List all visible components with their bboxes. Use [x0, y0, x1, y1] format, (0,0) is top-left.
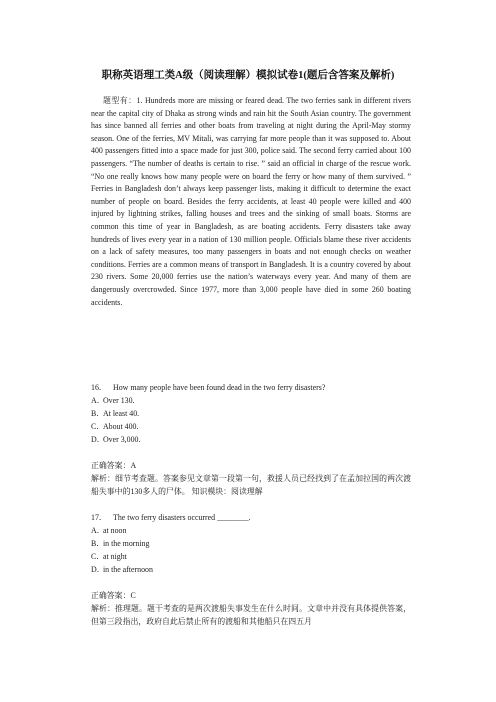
- option-d: [91, 434, 411, 447]
- option-d: [91, 564, 411, 577]
- option-letter: D．: [91, 435, 105, 444]
- option-letter: C．: [91, 552, 105, 561]
- explanation-16: 解析：细节考查题。答案参见文章第一段第一句，救援人员已经找到了在孟加拉国的两次渡船失事中的130多人的尸体。 知识模块：阅读理解: [91, 474, 411, 496]
- option-c: [91, 551, 411, 564]
- answer-blank: ________.: [217, 513, 251, 522]
- option-text: in the morning: [102, 539, 150, 548]
- explanation-17: 解析：推理题。题干考查的是两次渡船失事发生在什么时间。文章中并没有具体提供答案，但第三段指出，政府自此后禁止所有的渡船和其他船只在四五月: [91, 604, 411, 626]
- option-text: Over 130.: [102, 396, 135, 405]
- document-title: 职称英语理工类A级（阅读理解）模拟试卷1(题后含答案及解析): [101, 70, 395, 81]
- option-a: [91, 395, 411, 408]
- question-number: 16．: [91, 383, 107, 392]
- question-text: The two ferry disasters occurred: [113, 513, 216, 522]
- option-text: Over 3,000.: [102, 435, 141, 444]
- option-text: in the afternoon: [102, 565, 153, 574]
- option-letter: A．: [91, 526, 105, 535]
- option-b: [91, 408, 411, 421]
- option-letter: B．: [91, 409, 105, 418]
- option-letter: D．: [91, 565, 105, 574]
- option-c: [91, 421, 411, 434]
- question-text: How many people have been found dead in the two ferry disasters?: [113, 383, 326, 392]
- option-text: At least 40.: [102, 409, 140, 418]
- option-text: at night: [102, 552, 127, 561]
- option-b: [91, 538, 411, 551]
- question-number: 17．: [91, 513, 107, 522]
- option-text: at noon: [102, 526, 127, 535]
- question-16: [91, 382, 411, 395]
- option-letter: B．: [91, 539, 105, 548]
- option-text: About 400.: [102, 422, 139, 431]
- option-letter: A．: [91, 396, 105, 405]
- question-17: [91, 512, 411, 525]
- option-a: [91, 525, 411, 538]
- option-letter: C．: [91, 422, 105, 431]
- reading-passage: 题型有：1. Hundreds more are missing or feared dead. The two ferries sank in different rivers near the capital city of Dhaka as strong winds and rain hit the South Asian country. The government has since banned all ferries and other boats from traveling at night during the April-May stormy season. One of the ferries, MV Mitali, was carrying far more people than it was supposed to. About 400 passengers fitted into a space made for just 300, police said. The second ferry carried about 100 passengers. “The number of deaths is certain to rise. ” said an official in charge of the rescue work. “No one really knows how many people were on board the ferry or how many of them survived. ” Ferries in Bangladesh don’t always keep passenger lists, making it difficult to determine the exact number of people on board. Besides the ferry accidents, at least 40 people were killed and 400 injured by lightning strikes, falling houses and trees and the sinking of small boats. Storms are common this time of year in Bangladesh, as are boating accidents. Ferry disasters take away hundreds of lives every year in a nation of 130 million people. Officials blame these river accidents on a lack of safety measures, too many passengers in boats and not enough checks on weather conditions. Ferries are a common means of transport in Bangladesh. It is a country covered by about 230 rivers. Some 20,000 ferries use the nation’s waterways every year. And many of them are dangerously overcrowded. Since 1977, more than 3,000 people have died in some 260 boating accidents.: [91, 96, 411, 307]
- answer-17: 正确答案：C: [91, 591, 136, 600]
- answer-16: 正确答案：A: [91, 461, 137, 470]
